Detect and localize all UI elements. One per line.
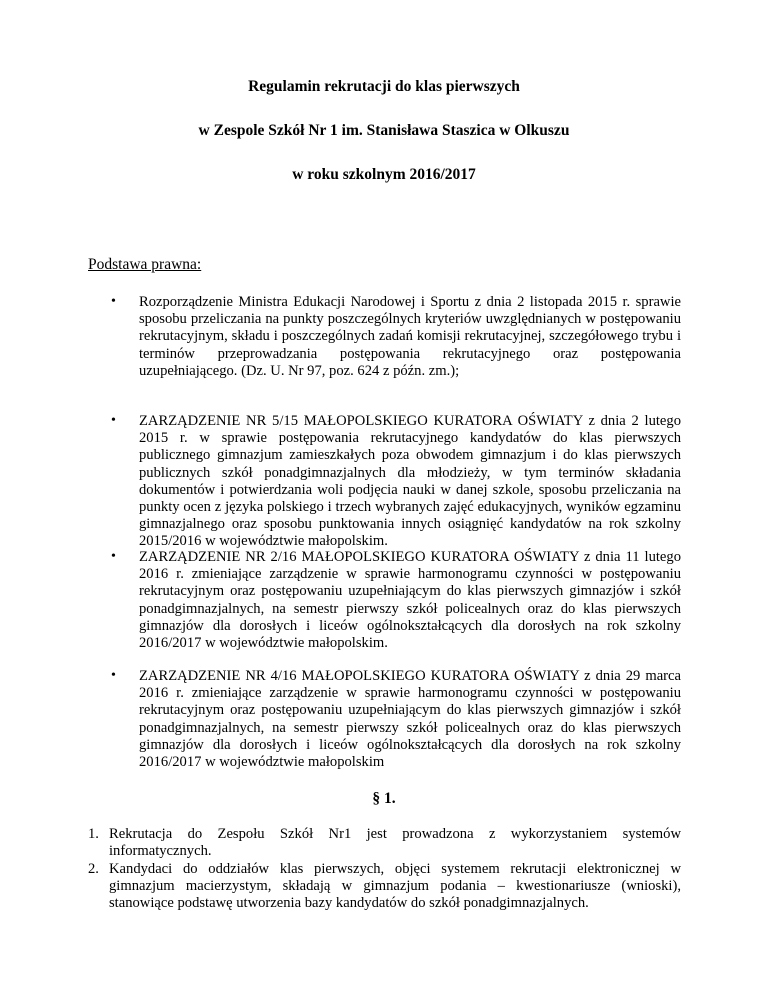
bullet-icon: •	[111, 413, 116, 428]
legal-basis-item: ZARZĄDZENIE NR 5/15 MAŁOPOLSKIEGO KURATORA OŚWIATY z dnia 2 lutego 2015 r. w sprawie postępowania rekrutacyjnego kandydatów do klas pierwszych publicznego gimnazjum zamieszkałych poza obwodem gimnazjum i do klas pierwszych publicznych szkół ponadgimnazjalnych dla młodzieży, w tym terminów składania dokumentów i potwierdzania woli podjęcia nauki w danej szkole, sposobu przeliczania na punkty ocen z języka polskiego i trzech wybranych zajęć edukacyjnych, wyników egzaminu gimnazjalnego oraz sposobu punktowania innych osiągnięć kandydatów na rok szkolny 2015/2016 w województwie małopolskim.	[139, 413, 681, 550]
document-title: Regulamin rekrutacji do klas pierwszych	[248, 78, 520, 95]
legal-basis-item: ZARZĄDZENIE NR 2/16 MAŁOPOLSKIEGO KURATORA OŚWIATY z dnia 11 lutego 2016 r. zmieniające zarządzenie w sprawie harmonogramu czynności w postępowaniu rekrutacyjnym oraz postępowaniu uzupełniającym do klas pierwszych gimnazjów i szkół ponadgimnazjalnych, na semestr pierwszy szkół policealnych oraz do klas pierwszych gimnazjów dla dorosłych i liceów ogólnokształcących dla dorosłych na rok szkolny 2016/2017 w województwie małopolskim.	[139, 549, 681, 652]
item-text: Rekrutacja do Zespołu Szkół Nr1 jest prowadzona z wykorzystaniem systemów informatycznych.	[109, 826, 681, 860]
legal-basis-item: Rozporządzenie Ministra Edukacji Narodowej i Sportu z dnia 2 listopada 2015 r. sprawie sposobu przeliczania na punkty poszczególnych kryteriów uwzględnianych w postępowaniu rekrutacyjnym, składu i poszczególnych zadań komisji rekrutacyjnej, szczegółowego trybu i terminów przeprowadzania postępowania rekrutacyjnego oraz postępowania uzupełniającego. (Dz. U. Nr 97, poz. 624 z późn. zm.);	[139, 294, 681, 379]
legal-basis-label: Podstawa prawna:	[88, 256, 202, 273]
document-subtitle-year: w roku szkolnym 2016/2017	[292, 166, 476, 183]
numbered-item	[88, 826, 681, 860]
bullet-icon: •	[111, 668, 116, 683]
bullet-icon: •	[111, 549, 116, 564]
section-heading: § 1.	[372, 790, 396, 807]
item-text: Kandydaci do oddziałów klas pierwszych, objęci systemem rekrutacji elektronicznej w gimnazjum macierzystym, składają w gimnazjum podania – kwestionariusze (wnioski), stanowiące podstawę utworzenia bazy kandydatów do szkół ponadgimnazjalnych.	[109, 861, 681, 912]
document-subtitle-school: w Zespole Szkół Nr 1 im. Stanisława Staszica w Olkuszu	[198, 122, 570, 139]
numbered-item	[88, 861, 681, 913]
bullet-icon: •	[111, 294, 116, 309]
item-number: 2.	[88, 861, 99, 877]
item-number: 1.	[88, 826, 99, 842]
legal-basis-item: ZARZĄDZENIE NR 4/16 MAŁOPOLSKIEGO KURATORA OŚWIATY z dnia 29 marca 2016 r. zmieniające zarządzenie w sprawie harmonogramu czynności w postępowaniu rekrutacyjnym oraz postępowaniu uzupełniającym do klas pierwszych gimnazjów i szkół ponadgimnazjalnych, na semestr pierwszy szkół policealnych oraz do klas pierwszych gimnazjów dla dorosłych i liceów ogólnokształcących dla dorosłych na rok szkolny 2016/2017 w województwie małopolskim	[139, 668, 681, 771]
